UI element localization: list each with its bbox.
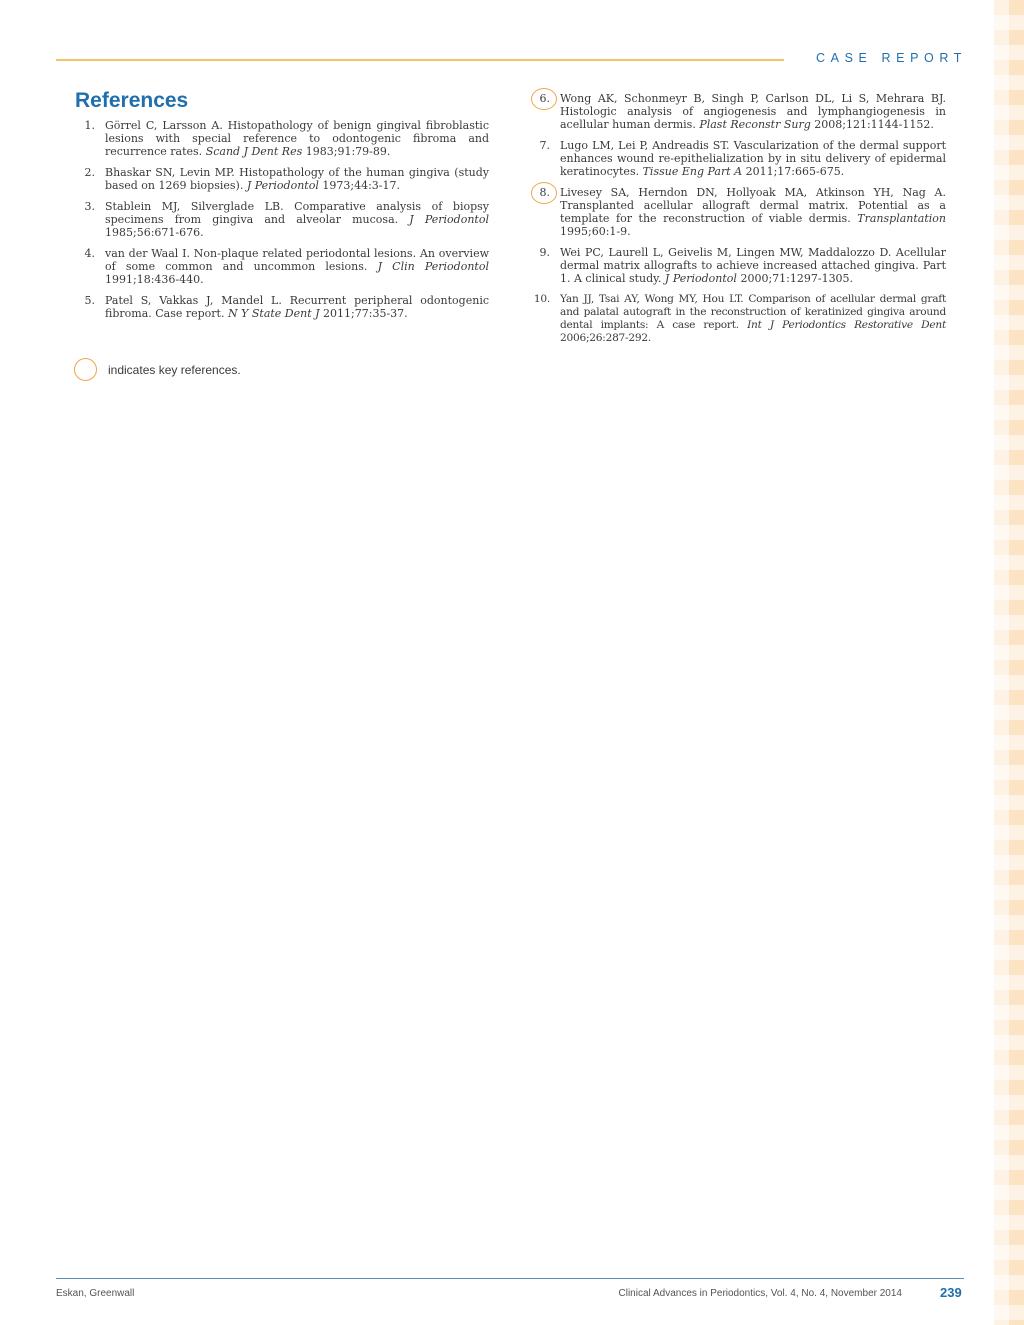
reference-number: 9. bbox=[539, 246, 550, 259]
reference-item bbox=[530, 139, 946, 178]
reference-citation: 2008;121:1144-1152. bbox=[810, 118, 934, 131]
reference-text: Bhaskar SN, Levin MP. Histopathology of the human gingiva (study based on 1269 biopsies). bbox=[105, 166, 489, 192]
reference-item-key bbox=[530, 186, 946, 238]
footer-rule bbox=[56, 1278, 964, 1279]
key-references-legend bbox=[74, 358, 241, 381]
header-rule bbox=[56, 59, 784, 61]
references-heading: References bbox=[75, 89, 189, 112]
reference-citation: 2011;17:665-675. bbox=[742, 165, 845, 178]
reference-citation: 2000;71:1297-1305. bbox=[736, 272, 854, 285]
footer-journal-info: Clinical Advances in Periodontics, Vol. 4, No. 4, November 2014 bbox=[618, 1288, 902, 1299]
reference-item bbox=[75, 200, 489, 239]
reference-citation: 2011;77:35-37. bbox=[319, 307, 408, 320]
reference-journal: J Clin Periodontol bbox=[377, 260, 489, 273]
section-label: CASE REPORT bbox=[816, 51, 967, 65]
decorative-edge-pattern bbox=[994, 0, 1024, 1325]
reference-item bbox=[75, 119, 489, 158]
reference-text: Wei PC, Laurell L, Geivelis M, Lingen MW, Maddalozzo D. Acellular dermal matrix allografts to achieve increased attached gingiva. Part 1. A clinical study. bbox=[560, 246, 946, 285]
reference-item-key bbox=[530, 92, 946, 131]
reference-journal: Transplantation bbox=[857, 212, 946, 225]
reference-item bbox=[530, 246, 946, 285]
reference-number-circled: 6. bbox=[530, 92, 550, 105]
reference-journal: Tissue Eng Part A bbox=[642, 165, 743, 178]
reference-citation: 2006;26:287-292. bbox=[560, 332, 651, 344]
page-number: 239 bbox=[940, 1285, 962, 1300]
reference-citation: 1983;91:79-89. bbox=[302, 145, 391, 158]
reference-text: Lugo LM, Lei P, Andreadis ST. Vascularization of the dermal support enhances wound re-epithelialization by in situ delivery of epidermal keratinocytes. bbox=[560, 139, 946, 178]
reference-journal: J Periodontol bbox=[664, 272, 737, 285]
reference-text: Stablein MJ, Silverglade LB. Comparative analysis of biopsy specimens from gingiva and alveolar mucosa. bbox=[105, 200, 489, 226]
reference-journal: Scand J Dent Res bbox=[205, 145, 303, 158]
reference-journal: Plast Reconstr Surg bbox=[699, 118, 811, 131]
reference-citation: 1991;18:436-440. bbox=[105, 273, 204, 286]
reference-item bbox=[75, 166, 489, 192]
reference-number: 3. bbox=[84, 200, 95, 213]
footer-authors: Eskan, Greenwall bbox=[56, 1288, 135, 1299]
references-left-column bbox=[75, 119, 489, 328]
reference-text: Livesey SA, Herndon DN, Hollyoak MA, Atkinson YH, Nag A. Transplanted acellular allograft dermal matrix. Potential as a template for the reconstruction of viable dermis. bbox=[560, 186, 946, 225]
reference-item bbox=[75, 247, 489, 286]
reference-number-circled: 8. bbox=[530, 186, 550, 199]
reference-number: 4. bbox=[84, 247, 95, 260]
reference-item bbox=[530, 293, 946, 345]
reference-item bbox=[75, 294, 489, 320]
reference-journal: N Y State Dent J bbox=[227, 307, 320, 320]
references-right-column bbox=[530, 92, 946, 353]
reference-number: 2. bbox=[84, 166, 95, 179]
reference-text: Görrel C, Larsson A. Histopathology of benign gingival fibroblastic lesions with special reference to odontogenic fibroma and recurrence rates. bbox=[105, 119, 489, 158]
reference-text: Wong AK, Schonmeyr B, Singh P, Carlson DL, Li S, Mehrara BJ. Histologic analysis of angiogenesis and lymphangiogenesis in acellular human dermis. bbox=[560, 92, 946, 131]
reference-citation: 1985;56:671-676. bbox=[105, 226, 204, 239]
reference-number: 1. bbox=[84, 119, 95, 132]
key-circle-icon bbox=[74, 358, 97, 381]
reference-citation: 1973;44:3-17. bbox=[318, 179, 400, 192]
reference-text: Yan JJ, Tsai AY, Wong MY, Hou LT. Comparison of acellular dermal graft and palatal autograft in the reconstruction of keratinized gingiva around dental implants: A case report. bbox=[560, 293, 946, 331]
reference-journal: Int J Periodontics Restorative Dent bbox=[747, 319, 947, 331]
reference-journal: J Periodontol bbox=[409, 213, 489, 226]
reference-citation: 1995;60:1-9. bbox=[560, 225, 631, 238]
reference-number: 7. bbox=[539, 139, 550, 152]
reference-text: van der Waal I. Non-plaque related periodontal lesions. An overview of some common and uncommon lesions. bbox=[105, 247, 489, 273]
reference-number: 5. bbox=[84, 294, 95, 307]
reference-journal: J Periodontol bbox=[246, 179, 319, 192]
reference-text: Patel S, Vakkas J, Mandel L. Recurrent peripheral odontogenic fibroma. Case report. bbox=[105, 294, 489, 320]
key-references-note: indicates key references. bbox=[108, 362, 241, 377]
reference-number: 10. bbox=[533, 293, 550, 305]
